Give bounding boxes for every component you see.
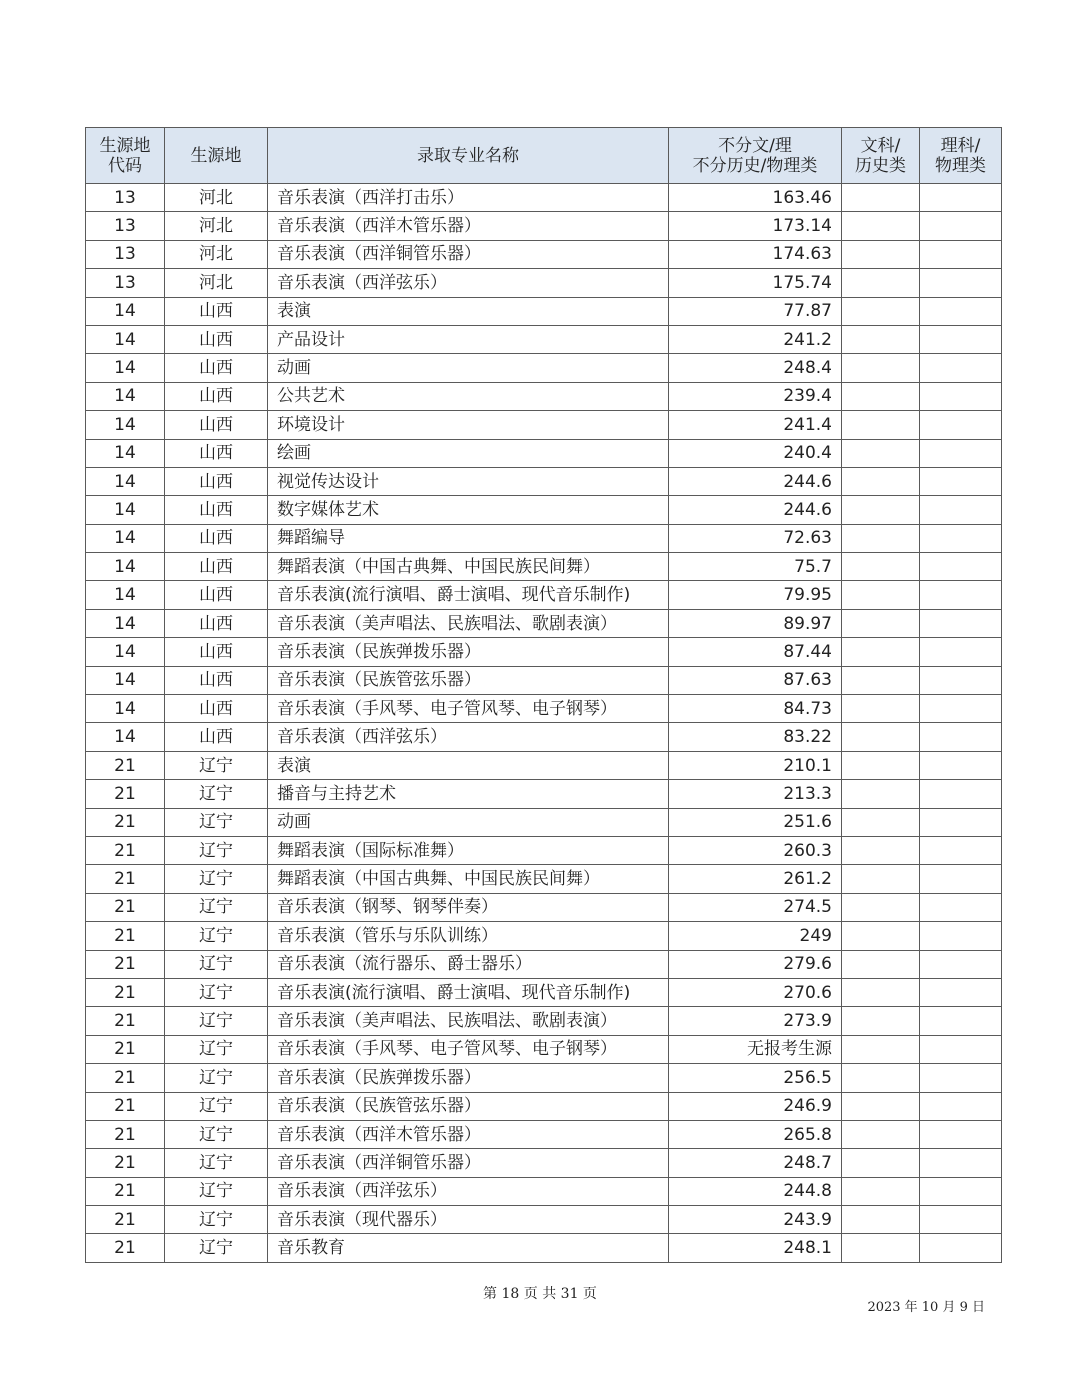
cell-score-humanities bbox=[842, 609, 920, 637]
cell-score-humanities bbox=[842, 922, 920, 950]
cell-score-science bbox=[920, 553, 1002, 581]
cell-province: 山西 bbox=[165, 695, 268, 723]
cell-province: 辽宁 bbox=[165, 1177, 268, 1205]
table-row bbox=[86, 893, 1002, 921]
cell-score-humanities bbox=[842, 354, 920, 382]
cell-major: 音乐表演（西洋木管乐器） bbox=[268, 212, 669, 240]
cell-province: 辽宁 bbox=[165, 1007, 268, 1035]
table-row bbox=[86, 1007, 1002, 1035]
cell-major: 音乐表演（手风琴、电子管风琴、电子钢琴） bbox=[268, 695, 669, 723]
cell-score-unified: 87.63 bbox=[669, 666, 842, 694]
cell-province-code: 21 bbox=[86, 1007, 165, 1035]
table-row bbox=[86, 609, 1002, 637]
cell-score-unified: 163.46 bbox=[669, 184, 842, 212]
header-province-code-line1: 生源地 bbox=[99, 135, 151, 156]
header-score-science bbox=[920, 128, 1002, 184]
cell-score-science bbox=[920, 325, 1002, 353]
cell-score-unified: 174.63 bbox=[669, 240, 842, 268]
cell-province: 辽宁 bbox=[165, 1035, 268, 1063]
table-row bbox=[86, 553, 1002, 581]
cell-score-humanities bbox=[842, 212, 920, 240]
document-date: 2023 年 10 月 9 日 bbox=[867, 1300, 985, 1315]
cell-score-science bbox=[920, 893, 1002, 921]
cell-province: 山西 bbox=[165, 382, 268, 410]
cell-province: 辽宁 bbox=[165, 1206, 268, 1234]
cell-score-humanities bbox=[842, 638, 920, 666]
cell-score-science bbox=[920, 723, 1002, 751]
cell-province: 辽宁 bbox=[165, 751, 268, 779]
cell-score-unified: 239.4 bbox=[669, 382, 842, 410]
cell-score-unified: 244.6 bbox=[669, 496, 842, 524]
table-row bbox=[86, 184, 1002, 212]
cell-score-unified: 261.2 bbox=[669, 865, 842, 893]
cell-major: 音乐表演（西洋铜管乐器） bbox=[268, 240, 669, 268]
cell-province-code: 14 bbox=[86, 609, 165, 637]
cell-score-unified: 241.4 bbox=[669, 411, 842, 439]
cell-province-code: 21 bbox=[86, 1064, 165, 1092]
cell-score-science bbox=[920, 978, 1002, 1006]
header-score-unified bbox=[669, 128, 842, 184]
table-row bbox=[86, 581, 1002, 609]
table-row bbox=[86, 836, 1002, 864]
table-row bbox=[86, 978, 1002, 1006]
table-row bbox=[86, 1234, 1002, 1262]
cell-score-unified: 213.3 bbox=[669, 780, 842, 808]
table-row bbox=[86, 240, 1002, 268]
cell-score-unified: 241.2 bbox=[669, 325, 842, 353]
cell-major: 舞蹈表演（中国古典舞、中国民族民间舞） bbox=[268, 553, 669, 581]
cell-province-code: 21 bbox=[86, 1177, 165, 1205]
cell-score-unified: 无报考生源 bbox=[669, 1035, 842, 1063]
cell-score-science bbox=[920, 808, 1002, 836]
cell-province: 山西 bbox=[165, 439, 268, 467]
cell-major: 音乐表演（西洋弦乐） bbox=[268, 723, 669, 751]
cell-province: 辽宁 bbox=[165, 865, 268, 893]
cell-score-unified: 244.6 bbox=[669, 467, 842, 495]
table-row bbox=[86, 1177, 1002, 1205]
cell-major: 视觉传达设计 bbox=[268, 467, 669, 495]
cell-major: 产品设计 bbox=[268, 325, 669, 353]
cell-province-code: 14 bbox=[86, 496, 165, 524]
cell-score-unified: 248.1 bbox=[669, 1234, 842, 1262]
table-row bbox=[86, 325, 1002, 353]
table-header-row bbox=[86, 128, 1002, 184]
cell-score-unified: 251.6 bbox=[669, 808, 842, 836]
cell-score-humanities bbox=[842, 1234, 920, 1262]
cell-score-humanities bbox=[842, 240, 920, 268]
cell-province: 河北 bbox=[165, 269, 268, 297]
cell-major: 舞蹈编导 bbox=[268, 524, 669, 552]
cell-score-science bbox=[920, 836, 1002, 864]
cell-province: 山西 bbox=[165, 524, 268, 552]
cell-score-science bbox=[920, 1206, 1002, 1234]
cell-score-unified: 84.73 bbox=[669, 695, 842, 723]
table-row bbox=[86, 269, 1002, 297]
cell-province-code: 14 bbox=[86, 411, 165, 439]
cell-province-code: 14 bbox=[86, 354, 165, 382]
cell-score-humanities bbox=[842, 439, 920, 467]
cell-score-unified: 270.6 bbox=[669, 978, 842, 1006]
cell-province: 辽宁 bbox=[165, 1092, 268, 1120]
header-score-humanities-line2: 历史类 bbox=[855, 155, 906, 176]
cell-province-code: 21 bbox=[86, 808, 165, 836]
cell-province: 山西 bbox=[165, 609, 268, 637]
table-row bbox=[86, 496, 1002, 524]
cell-score-humanities bbox=[842, 751, 920, 779]
cell-score-science bbox=[920, 382, 1002, 410]
table-row bbox=[86, 354, 1002, 382]
cell-province-code: 14 bbox=[86, 297, 165, 325]
cell-score-science bbox=[920, 240, 1002, 268]
cell-province-code: 21 bbox=[86, 1035, 165, 1063]
cell-score-science bbox=[920, 411, 1002, 439]
cell-score-science bbox=[920, 1120, 1002, 1148]
cell-score-science bbox=[920, 524, 1002, 552]
cell-province: 辽宁 bbox=[165, 780, 268, 808]
cell-score-science bbox=[920, 439, 1002, 467]
cell-major: 动画 bbox=[268, 354, 669, 382]
cell-province-code: 21 bbox=[86, 1120, 165, 1148]
cell-major: 音乐表演（手风琴、电子管风琴、电子钢琴） bbox=[268, 1035, 669, 1063]
cell-score-unified: 173.14 bbox=[669, 212, 842, 240]
cell-score-humanities bbox=[842, 666, 920, 694]
cell-score-humanities bbox=[842, 865, 920, 893]
cell-score-science bbox=[920, 1035, 1002, 1063]
cell-province-code: 21 bbox=[86, 865, 165, 893]
cell-province-code: 14 bbox=[86, 695, 165, 723]
header-score-science-line1: 理科/ bbox=[940, 135, 981, 156]
table-row bbox=[86, 723, 1002, 751]
cell-province: 辽宁 bbox=[165, 950, 268, 978]
cell-score-humanities bbox=[842, 325, 920, 353]
table-row bbox=[86, 1149, 1002, 1177]
cell-score-humanities bbox=[842, 836, 920, 864]
cell-score-unified: 274.5 bbox=[669, 893, 842, 921]
cell-province-code: 13 bbox=[86, 240, 165, 268]
cell-score-unified: 210.1 bbox=[669, 751, 842, 779]
cell-score-science bbox=[920, 269, 1002, 297]
cell-major: 绘画 bbox=[268, 439, 669, 467]
header-score-humanities-line1: 文科/ bbox=[860, 135, 901, 156]
cell-province-code: 21 bbox=[86, 780, 165, 808]
cell-major: 音乐表演(流行演唱、爵士演唱、现代音乐制作) bbox=[268, 581, 669, 609]
cell-province-code: 21 bbox=[86, 950, 165, 978]
table-row bbox=[86, 808, 1002, 836]
cell-score-humanities bbox=[842, 553, 920, 581]
cell-score-humanities bbox=[842, 467, 920, 495]
cell-province: 辽宁 bbox=[165, 808, 268, 836]
cell-province-code: 14 bbox=[86, 467, 165, 495]
cell-province: 山西 bbox=[165, 467, 268, 495]
cell-score-unified: 240.4 bbox=[669, 439, 842, 467]
cell-province-code: 14 bbox=[86, 638, 165, 666]
cell-score-humanities bbox=[842, 269, 920, 297]
cell-province: 辽宁 bbox=[165, 893, 268, 921]
table-row bbox=[86, 751, 1002, 779]
cell-major: 音乐表演(流行演唱、爵士演唱、现代音乐制作) bbox=[268, 978, 669, 1006]
cell-major: 表演 bbox=[268, 297, 669, 325]
admission-score-table bbox=[85, 127, 1002, 1263]
header-score-unified-line2: 不分历史/物理类 bbox=[692, 155, 818, 176]
cell-score-unified: 260.3 bbox=[669, 836, 842, 864]
cell-score-science bbox=[920, 780, 1002, 808]
table-row bbox=[86, 439, 1002, 467]
cell-major: 音乐表演（民族弹拨乐器） bbox=[268, 638, 669, 666]
cell-score-science bbox=[920, 922, 1002, 950]
cell-score-science bbox=[920, 666, 1002, 694]
cell-province-code: 14 bbox=[86, 723, 165, 751]
cell-province: 山西 bbox=[165, 325, 268, 353]
cell-province: 河北 bbox=[165, 240, 268, 268]
cell-major: 音乐表演（西洋木管乐器） bbox=[268, 1120, 669, 1148]
cell-score-science bbox=[920, 609, 1002, 637]
cell-province: 河北 bbox=[165, 184, 268, 212]
cell-major: 音乐表演（现代器乐） bbox=[268, 1206, 669, 1234]
cell-score-unified: 175.74 bbox=[669, 269, 842, 297]
cell-score-science bbox=[920, 695, 1002, 723]
cell-province: 山西 bbox=[165, 496, 268, 524]
cell-major: 播音与主持艺术 bbox=[268, 780, 669, 808]
cell-major: 环境设计 bbox=[268, 411, 669, 439]
cell-score-unified: 72.63 bbox=[669, 524, 842, 552]
cell-province: 河北 bbox=[165, 212, 268, 240]
cell-province-code: 13 bbox=[86, 269, 165, 297]
cell-score-humanities bbox=[842, 524, 920, 552]
cell-major: 音乐表演（西洋弦乐） bbox=[268, 269, 669, 297]
table-row bbox=[86, 411, 1002, 439]
cell-province-code: 14 bbox=[86, 581, 165, 609]
cell-score-humanities bbox=[842, 496, 920, 524]
cell-major: 音乐表演（民族弹拨乐器） bbox=[268, 1064, 669, 1092]
cell-province: 辽宁 bbox=[165, 1064, 268, 1092]
header-province-code-line2: 代码 bbox=[108, 155, 142, 176]
cell-score-unified: 273.9 bbox=[669, 1007, 842, 1035]
header-score-unified-line1: 不分文/理 bbox=[718, 135, 792, 156]
cell-province-code: 14 bbox=[86, 382, 165, 410]
header-province: 生源地 bbox=[165, 128, 268, 184]
cell-score-unified: 248.4 bbox=[669, 354, 842, 382]
cell-score-humanities bbox=[842, 382, 920, 410]
cell-major: 舞蹈表演（国际标准舞） bbox=[268, 836, 669, 864]
cell-major: 音乐表演（管乐与乐队训练） bbox=[268, 922, 669, 950]
cell-province: 山西 bbox=[165, 411, 268, 439]
cell-score-humanities bbox=[842, 695, 920, 723]
cell-score-humanities bbox=[842, 978, 920, 1006]
cell-score-science bbox=[920, 1007, 1002, 1035]
cell-score-science bbox=[920, 297, 1002, 325]
cell-score-unified: 243.9 bbox=[669, 1206, 842, 1234]
cell-score-unified: 246.9 bbox=[669, 1092, 842, 1120]
cell-score-unified: 265.8 bbox=[669, 1120, 842, 1148]
cell-major: 音乐表演（民族管弦乐器） bbox=[268, 1092, 669, 1120]
cell-major: 音乐表演（民族管弦乐器） bbox=[268, 666, 669, 694]
cell-score-humanities bbox=[842, 1177, 920, 1205]
header-province-code bbox=[86, 128, 165, 184]
cell-score-humanities bbox=[842, 297, 920, 325]
table-row bbox=[86, 524, 1002, 552]
cell-major: 音乐表演（美声唱法、民族唱法、歌剧表演） bbox=[268, 1007, 669, 1035]
cell-score-science bbox=[920, 184, 1002, 212]
cell-province-code: 14 bbox=[86, 439, 165, 467]
cell-score-science bbox=[920, 1177, 1002, 1205]
cell-score-unified: 248.7 bbox=[669, 1149, 842, 1177]
cell-major: 音乐表演（西洋打击乐） bbox=[268, 184, 669, 212]
page-number: 第 18 页 共 31 页 bbox=[483, 1286, 597, 1302]
cell-score-humanities bbox=[842, 1064, 920, 1092]
table-row bbox=[86, 1120, 1002, 1148]
cell-province-code: 13 bbox=[86, 184, 165, 212]
cell-score-humanities bbox=[842, 1092, 920, 1120]
cell-score-science bbox=[920, 950, 1002, 978]
cell-major: 音乐表演（流行器乐、爵士器乐） bbox=[268, 950, 669, 978]
cell-score-humanities bbox=[842, 1035, 920, 1063]
table-row bbox=[86, 666, 1002, 694]
cell-score-science bbox=[920, 751, 1002, 779]
cell-major: 音乐表演（西洋铜管乐器） bbox=[268, 1149, 669, 1177]
cell-province-code: 13 bbox=[86, 212, 165, 240]
cell-score-humanities bbox=[842, 1206, 920, 1234]
cell-province-code: 21 bbox=[86, 836, 165, 864]
table-row bbox=[86, 922, 1002, 950]
cell-province-code: 14 bbox=[86, 666, 165, 694]
cell-province: 辽宁 bbox=[165, 1234, 268, 1262]
cell-score-humanities bbox=[842, 723, 920, 751]
cell-score-science bbox=[920, 638, 1002, 666]
cell-score-unified: 89.97 bbox=[669, 609, 842, 637]
cell-province: 山西 bbox=[165, 638, 268, 666]
cell-major: 音乐表演（西洋弦乐） bbox=[268, 1177, 669, 1205]
table-row bbox=[86, 950, 1002, 978]
cell-score-humanities bbox=[842, 1149, 920, 1177]
cell-major: 动画 bbox=[268, 808, 669, 836]
cell-province: 山西 bbox=[165, 297, 268, 325]
table-row bbox=[86, 1092, 1002, 1120]
cell-province-code: 21 bbox=[86, 1206, 165, 1234]
cell-score-humanities bbox=[842, 780, 920, 808]
table-row bbox=[86, 695, 1002, 723]
table-body bbox=[86, 184, 1002, 1263]
cell-score-unified: 279.6 bbox=[669, 950, 842, 978]
cell-province: 辽宁 bbox=[165, 922, 268, 950]
cell-major: 表演 bbox=[268, 751, 669, 779]
cell-major: 音乐表演（美声唱法、民族唱法、歌剧表演） bbox=[268, 609, 669, 637]
cell-province-code: 21 bbox=[86, 1092, 165, 1120]
cell-score-humanities bbox=[842, 411, 920, 439]
cell-score-science bbox=[920, 1092, 1002, 1120]
cell-score-science bbox=[920, 212, 1002, 240]
cell-province: 山西 bbox=[165, 553, 268, 581]
cell-province: 山西 bbox=[165, 581, 268, 609]
cell-score-humanities bbox=[842, 1120, 920, 1148]
cell-province: 辽宁 bbox=[165, 836, 268, 864]
cell-score-unified: 244.8 bbox=[669, 1177, 842, 1205]
table-row bbox=[86, 297, 1002, 325]
table-row bbox=[86, 1064, 1002, 1092]
cell-province-code: 21 bbox=[86, 922, 165, 950]
table-row bbox=[86, 865, 1002, 893]
cell-score-humanities bbox=[842, 893, 920, 921]
cell-score-science bbox=[920, 1064, 1002, 1092]
cell-score-humanities bbox=[842, 581, 920, 609]
cell-score-unified: 87.44 bbox=[669, 638, 842, 666]
table-row bbox=[86, 467, 1002, 495]
cell-score-science bbox=[920, 1234, 1002, 1262]
cell-score-science bbox=[920, 865, 1002, 893]
cell-score-humanities bbox=[842, 808, 920, 836]
cell-province: 山西 bbox=[165, 354, 268, 382]
table-row bbox=[86, 1206, 1002, 1234]
cell-province: 山西 bbox=[165, 723, 268, 751]
cell-score-science bbox=[920, 581, 1002, 609]
cell-province: 山西 bbox=[165, 666, 268, 694]
table-row bbox=[86, 1035, 1002, 1063]
cell-province: 辽宁 bbox=[165, 1120, 268, 1148]
cell-province-code: 21 bbox=[86, 1149, 165, 1177]
table-row bbox=[86, 382, 1002, 410]
cell-score-humanities bbox=[842, 950, 920, 978]
cell-major: 音乐表演（钢琴、钢琴伴奏） bbox=[268, 893, 669, 921]
cell-major: 音乐教育 bbox=[268, 1234, 669, 1262]
cell-major: 公共艺术 bbox=[268, 382, 669, 410]
header-score-humanities bbox=[842, 128, 920, 184]
cell-score-unified: 75.7 bbox=[669, 553, 842, 581]
cell-score-unified: 256.5 bbox=[669, 1064, 842, 1092]
cell-major: 舞蹈表演（中国古典舞、中国民族民间舞） bbox=[268, 865, 669, 893]
cell-province-code: 21 bbox=[86, 751, 165, 779]
cell-score-unified: 83.22 bbox=[669, 723, 842, 751]
header-score-science-line2: 物理类 bbox=[935, 155, 986, 176]
cell-score-science bbox=[920, 496, 1002, 524]
cell-score-unified: 77.87 bbox=[669, 297, 842, 325]
cell-province: 辽宁 bbox=[165, 1149, 268, 1177]
cell-score-science bbox=[920, 467, 1002, 495]
cell-province-code: 14 bbox=[86, 325, 165, 353]
cell-score-humanities bbox=[842, 1007, 920, 1035]
cell-province-code: 14 bbox=[86, 553, 165, 581]
header-major: 录取专业名称 bbox=[268, 128, 669, 184]
cell-province-code: 21 bbox=[86, 978, 165, 1006]
table-row bbox=[86, 780, 1002, 808]
cell-score-unified: 79.95 bbox=[669, 581, 842, 609]
cell-province: 辽宁 bbox=[165, 978, 268, 1006]
cell-major: 数字媒体艺术 bbox=[268, 496, 669, 524]
cell-score-unified: 249 bbox=[669, 922, 842, 950]
cell-province-code: 21 bbox=[86, 1234, 165, 1262]
cell-province-code: 14 bbox=[86, 524, 165, 552]
table-row bbox=[86, 638, 1002, 666]
cell-score-science bbox=[920, 1149, 1002, 1177]
cell-score-humanities bbox=[842, 184, 920, 212]
cell-score-science bbox=[920, 354, 1002, 382]
table-row bbox=[86, 212, 1002, 240]
cell-province-code: 21 bbox=[86, 893, 165, 921]
